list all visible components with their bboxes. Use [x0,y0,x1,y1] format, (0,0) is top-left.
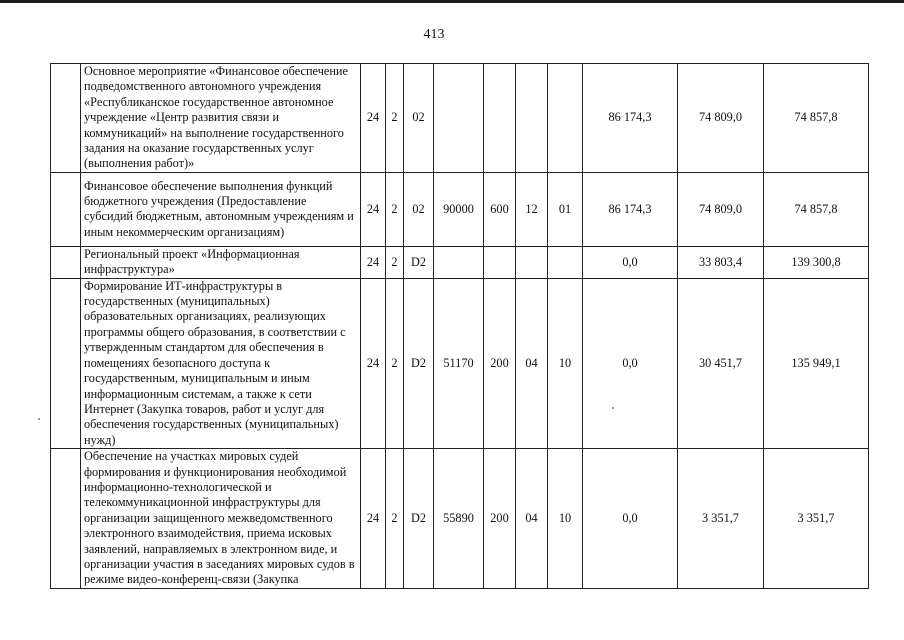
code-cell-1: 24 [361,449,386,589]
amount-cell-3: 3 351,7 [764,449,869,589]
table-row [51,278,869,448]
code-cell-3: 02 [404,172,434,246]
code-cell-5 [484,246,516,278]
amount-cell-1: 0,0 [583,278,678,448]
code-cell-6: 04 [516,278,548,448]
amount-cell-2: 3 351,7 [678,449,764,589]
description-cell: Обеспечение на участках мировых судей формирования и функционирования необходимой информационно-технологической и телекоммуникационной инфраструктуры для организации защищенного межведомственного электронного взаимодействия, приема исковых заявлений, направляемых в электронном виде, и организации участия в заседаниях мировых судов в режиме видео-конференц-связи (Закупка [81,449,361,589]
table-row [51,64,869,173]
code-cell-2: 2 [386,172,404,246]
code-cell-3: D2 [404,278,434,448]
code-cell-3: 02 [404,64,434,173]
code-cell-4 [434,64,484,173]
top-border [0,0,904,3]
code-cell-4: 90000 [434,172,484,246]
code-cell-5: 600 [484,172,516,246]
page-number: 413 [423,27,445,42]
code-cell-1: 24 [361,172,386,246]
amount-cell-2: 74 809,0 [678,64,764,173]
table-row [51,449,869,589]
number-cell [51,449,81,589]
number-cell [51,64,81,173]
amount-cell-1: 86 174,3 [583,64,678,173]
code-cell-4 [434,246,484,278]
amount-cell-3: 135 949,1 [764,278,869,448]
number-cell [51,172,81,246]
code-cell-7 [548,246,583,278]
code-cell-6 [516,246,548,278]
code-cell-6 [516,64,548,173]
code-cell-2: 2 [386,449,404,589]
budget-table [50,63,869,589]
amount-cell-2: 74 809,0 [678,172,764,246]
code-cell-2: 2 [386,64,404,173]
amount-cell-1: 0,0 [583,449,678,589]
amount-cell-3: 139 300,8 [764,246,869,278]
code-cell-4: 55890 [434,449,484,589]
code-cell-5: 200 [484,449,516,589]
amount-cell-3: 74 857,8 [764,172,869,246]
scan-speck [612,407,614,409]
code-cell-7: 10 [548,278,583,448]
description-cell: Финансовое обеспечение выполнения функций бюджетного учреждения (Предоставление субсидий бюджетным, автономным учреждениям и иным некоммерческим организациям) [81,172,361,246]
code-cell-3: D2 [404,246,434,278]
code-cell-6: 04 [516,449,548,589]
amount-cell-2: 33 803,4 [678,246,764,278]
table-body [51,64,869,589]
number-cell [51,278,81,448]
code-cell-2: 2 [386,278,404,448]
amount-cell-1: 0,0 [583,246,678,278]
code-cell-1: 24 [361,278,386,448]
description-cell: Формирование ИТ-инфраструктуры в государственных (муниципальных) образовательных организациях, реализующих программы общего образования, в соответствии с утвержденным стандартом для обеспечения в помещениях безопасного доступа к государственным, муниципальным и иным информационным системам, а также к сети Интернет (Закупка товаров, работ и услуг для обеспечения государственных (муниципальных) нужд) [81,278,361,448]
table-row [51,172,869,246]
code-cell-2: 2 [386,246,404,278]
code-cell-7: 10 [548,449,583,589]
code-cell-5: 200 [484,278,516,448]
code-cell-6: 12 [516,172,548,246]
amount-cell-1: 86 174,3 [583,172,678,246]
description-cell: Региональный проект «Информационная инфраструктура» [81,246,361,278]
table-row [51,246,869,278]
code-cell-7: 01 [548,172,583,246]
amount-cell-2: 30 451,7 [678,278,764,448]
description-cell: Основное мероприятие «Финансовое обеспечение подведомственного автономного учреждения «Республиканское государственное автономное учреждение «Центр развития связи и коммуникаций» на выполнение государственного задания на оказание государственных услуг (выполнения работ)» [81,64,361,173]
code-cell-1: 24 [361,246,386,278]
number-cell [51,246,81,278]
code-cell-7 [548,64,583,173]
amount-cell-3: 74 857,8 [764,64,869,173]
code-cell-4: 51170 [434,278,484,448]
code-cell-3: D2 [404,449,434,589]
code-cell-1: 24 [361,64,386,173]
scan-speck [38,418,40,420]
code-cell-5 [484,64,516,173]
